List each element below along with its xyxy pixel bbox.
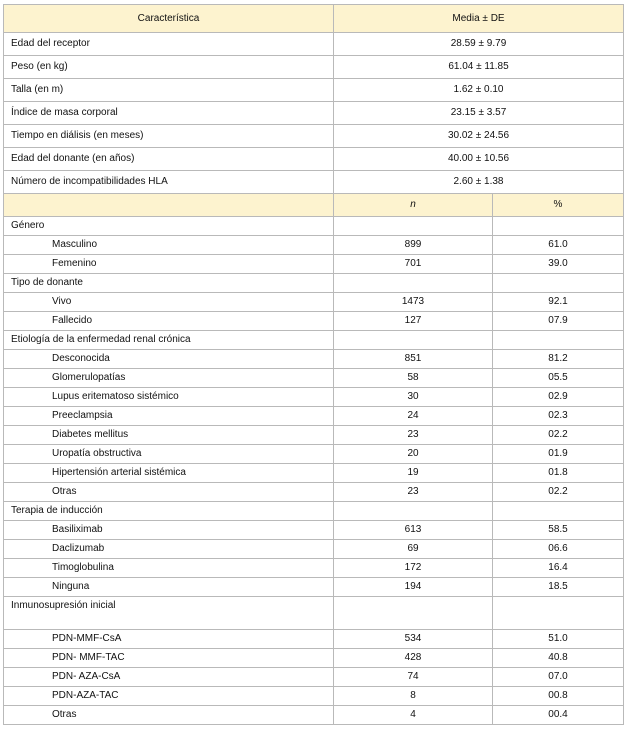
group-pct-blank: [493, 217, 624, 236]
category-row: [4, 521, 624, 540]
category-pct: 02.9: [493, 388, 624, 407]
category-n: 172: [334, 559, 493, 578]
category-row: [4, 293, 624, 312]
category-n: 24: [334, 407, 493, 426]
category-n: 194: [334, 578, 493, 597]
category-row: [4, 388, 624, 407]
category-pct: 02.2: [493, 483, 624, 502]
category-row: [4, 426, 624, 445]
category-n: 4: [334, 706, 493, 725]
header-mean-sd: Media ± DE: [334, 5, 624, 33]
group-n-blank: [334, 274, 493, 293]
category-n: 23: [334, 483, 493, 502]
category-pct: 02.3: [493, 407, 624, 426]
category-pct: 81.2: [493, 350, 624, 369]
category-label: Otras: [4, 483, 334, 502]
category-row: [4, 407, 624, 426]
category-label: Hipertensión arterial sistémica: [4, 464, 334, 483]
category-row: [4, 687, 624, 706]
category-n: 701: [334, 255, 493, 274]
category-pct: 02.2: [493, 426, 624, 445]
group-pct-blank: [493, 502, 624, 521]
category-row: [4, 236, 624, 255]
category-label: Diabetes mellitus: [4, 426, 334, 445]
category-pct: 00.8: [493, 687, 624, 706]
category-pct: 58.5: [493, 521, 624, 540]
category-label: Masculino: [4, 236, 334, 255]
category-label: PDN- AZA-CsA: [4, 668, 334, 687]
category-row: [4, 559, 624, 578]
stat-row: [4, 102, 624, 125]
category-pct: 40.8: [493, 649, 624, 668]
group-pct-blank: [493, 597, 624, 630]
category-label: Preeclampsia: [4, 407, 334, 426]
category-label: Fallecido: [4, 312, 334, 331]
category-n: 69: [334, 540, 493, 559]
stat-label: Tiempo en diálisis (en meses): [4, 125, 334, 148]
group-n-blank: [334, 597, 493, 630]
category-row: [4, 445, 624, 464]
category-n: 74: [334, 668, 493, 687]
category-n: 127: [334, 312, 493, 331]
stat-value: 28.59 ± 9.79: [334, 33, 624, 56]
category-n: 1473: [334, 293, 493, 312]
stat-value: 61.04 ± 11.85: [334, 56, 624, 79]
category-row: [4, 483, 624, 502]
stat-value: 1.62 ± 0.10: [334, 79, 624, 102]
category-n: 58: [334, 369, 493, 388]
stat-row: [4, 148, 624, 171]
subheader-n: n: [334, 194, 493, 217]
category-pct: 01.9: [493, 445, 624, 464]
stat-value: 2.60 ± 1.38: [334, 171, 624, 194]
category-row: [4, 350, 624, 369]
stat-row: [4, 171, 624, 194]
category-pct: 05.5: [493, 369, 624, 388]
stat-row: [4, 125, 624, 148]
category-n: 613: [334, 521, 493, 540]
category-row: [4, 369, 624, 388]
category-label: PDN- MMF-TAC: [4, 649, 334, 668]
category-row: [4, 312, 624, 331]
category-n: 8: [334, 687, 493, 706]
category-label: Lupus eritematoso sistémico: [4, 388, 334, 407]
category-label: Uropatía obstructiva: [4, 445, 334, 464]
category-pct: 51.0: [493, 630, 624, 649]
stat-label: Peso (en kg): [4, 56, 334, 79]
group-n-blank: [334, 331, 493, 350]
category-n: 19: [334, 464, 493, 483]
stat-label: Edad del receptor: [4, 33, 334, 56]
category-pct: 00.4: [493, 706, 624, 725]
group-title-row: [4, 274, 624, 293]
category-label: Timoglobulina: [4, 559, 334, 578]
group-title: Terapia de inducción: [4, 502, 334, 521]
category-n: 428: [334, 649, 493, 668]
group-title: Inmunosupresión inicial: [4, 597, 334, 630]
stat-row: [4, 79, 624, 102]
category-pct: 18.5: [493, 578, 624, 597]
stat-label: Talla (en m): [4, 79, 334, 102]
category-n: 534: [334, 630, 493, 649]
stat-row: [4, 56, 624, 79]
stat-value: 23.15 ± 3.57: [334, 102, 624, 125]
category-pct: 06.6: [493, 540, 624, 559]
group-title: Género: [4, 217, 334, 236]
stat-label: Edad del donante (en años): [4, 148, 334, 171]
table-header-row: [4, 5, 624, 33]
category-label: Daclizumab: [4, 540, 334, 559]
category-n: 851: [334, 350, 493, 369]
group-n-blank: [334, 217, 493, 236]
category-label: Femenino: [4, 255, 334, 274]
category-row: [4, 464, 624, 483]
category-pct: 07.9: [493, 312, 624, 331]
category-label: Desconocida: [4, 350, 334, 369]
category-n: 20: [334, 445, 493, 464]
stat-label: Número de incompatibilidades HLA: [4, 171, 334, 194]
category-row: [4, 649, 624, 668]
category-row: [4, 668, 624, 687]
category-n: 23: [334, 426, 493, 445]
characteristics-table: [3, 4, 624, 725]
category-label: Otras: [4, 706, 334, 725]
category-pct: 61.0: [493, 236, 624, 255]
category-n: 899: [334, 236, 493, 255]
group-title: Etiología de la enfermedad renal crónica: [4, 331, 334, 350]
subheader-pct: %: [493, 194, 624, 217]
group-pct-blank: [493, 331, 624, 350]
category-pct: 39.0: [493, 255, 624, 274]
stat-row: [4, 33, 624, 56]
category-label: Glomerulopatías: [4, 369, 334, 388]
category-row: [4, 255, 624, 274]
category-pct: 07.0: [493, 668, 624, 687]
category-n: 30: [334, 388, 493, 407]
group-title-row: [4, 502, 624, 521]
category-label: PDN-MMF-CsA: [4, 630, 334, 649]
group-title-row: [4, 217, 624, 236]
category-label: Ninguna: [4, 578, 334, 597]
category-pct: 16.4: [493, 559, 624, 578]
category-pct: 92.1: [493, 293, 624, 312]
subheader-blank: [4, 194, 334, 217]
category-row: [4, 630, 624, 649]
category-label: PDN-AZA-TAC: [4, 687, 334, 706]
subheader-row: [4, 194, 624, 217]
category-pct: 01.8: [493, 464, 624, 483]
category-row: [4, 578, 624, 597]
stat-label: Índice de masa corporal: [4, 102, 334, 125]
category-label: Basiliximab: [4, 521, 334, 540]
stat-value: 30.02 ± 24.56: [334, 125, 624, 148]
category-label: Vivo: [4, 293, 334, 312]
group-n-blank: [334, 502, 493, 521]
group-title-row: [4, 331, 624, 350]
category-row: [4, 540, 624, 559]
header-characteristic: Característica: [4, 5, 334, 33]
category-row: [4, 706, 624, 725]
group-pct-blank: [493, 274, 624, 293]
stat-value: 40.00 ± 10.56: [334, 148, 624, 171]
group-title: Tipo de donante: [4, 274, 334, 293]
group-title-row: [4, 597, 624, 630]
